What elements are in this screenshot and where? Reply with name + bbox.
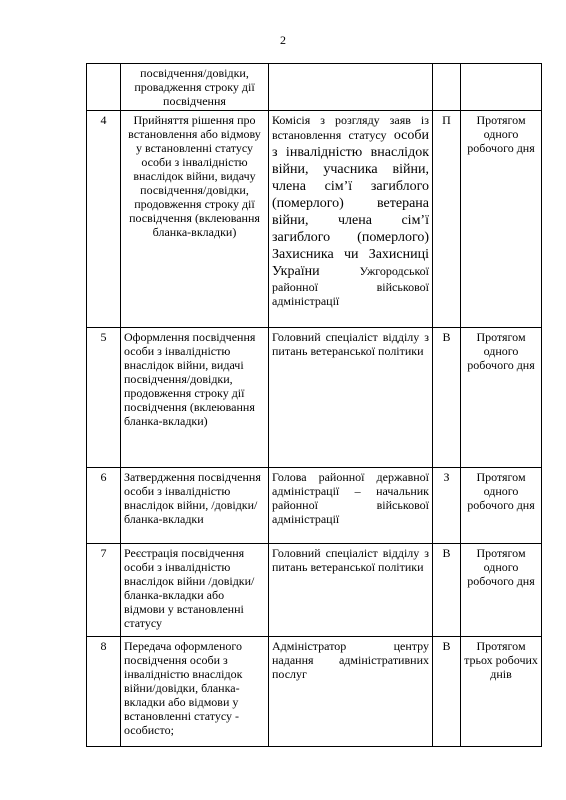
responsible-cell: Голова районної державної адміністрації – начальник районної військової адміністрації (269, 468, 433, 544)
participation-mark: В (433, 544, 461, 637)
participation-mark (433, 64, 461, 111)
responsible-text-part: особи з інвалідністю внаслідок війни, учасника війни, члена сім’ї загиблого (померлого) ветерана війни, члена сім’ї загиблого (померлого) Захисника чи Захисниці України (272, 128, 430, 279)
table-row (87, 328, 542, 468)
task-cell: Прийняття рішення про встановлення або відмову у встановленні статусу особи з інвалідністю внаслідок війни, видачу посвідчення/довідки, продовження строку дії посвідчення (вклеювання бланка-вкладки) (121, 111, 269, 328)
row-number: 6 (87, 468, 121, 544)
table-row (87, 468, 542, 544)
table-row (87, 544, 542, 637)
table-row (87, 111, 542, 328)
responsible-cell: Головний спеціаліст відділу з питань ветеранської політики (269, 544, 433, 637)
row-number: 4 (87, 111, 121, 328)
table-row (87, 637, 542, 747)
page-number: 2 (280, 33, 286, 47)
term-cell: Протягом одного робочого дня (461, 544, 542, 637)
row-number: 8 (87, 637, 121, 747)
participation-mark: З (433, 468, 461, 544)
participation-mark: П (433, 111, 461, 328)
responsible-text-part: Ужгородської районної військової адміністрації (272, 264, 429, 308)
row-number: 7 (87, 544, 121, 637)
table-row (87, 64, 542, 111)
task-cell: Реєстрація посвідчення особи з інвалідністю внаслідок війни /довідки/бланка-вкладки або відмови у встановленні статусу (121, 544, 269, 637)
term-cell: Протягом трьох робочих днів (461, 637, 542, 747)
term-cell: Протягом одного робочого дня (461, 468, 542, 544)
responsible-cell (269, 64, 433, 111)
responsible-cell: Головний спеціаліст відділу з питань ветеранської політики (269, 328, 433, 468)
participation-mark: В (433, 637, 461, 747)
term-cell: Протягом одного робочого дня (461, 328, 542, 468)
row-number (87, 64, 121, 111)
responsible-cell: Адміністратор центру надання адміністративних послуг (269, 637, 433, 747)
task-cell: Передача оформленого посвідчення особи з інвалідністю внаслідок війни/довідки, бланка-вкладки або відмови у встановленні статусу - особисто; (121, 637, 269, 747)
task-cell: Оформлення посвідчення особи з інвалідністю внаслідок війни, видачі посвідчення/довідки, продовження строку дії посвідчення (вклеювання бланка-вкладки) (121, 328, 269, 468)
task-cell: посвідчення/довідки, провадження строку дії посвідчення (121, 64, 269, 111)
task-cell: Затвердження посвідчення особи з інвалідністю внаслідок війни, /довідки/ бланка-вкладки (121, 468, 269, 544)
responsible-text-part: Комісія з розгляду заяв із встановлення статусу (272, 113, 429, 142)
participation-mark: В (433, 328, 461, 468)
responsible-cell (269, 111, 433, 328)
row-number: 5 (87, 328, 121, 468)
procedure-table (86, 63, 542, 747)
term-cell (461, 64, 542, 111)
term-cell: Протягом одного робочого дня (461, 111, 542, 328)
